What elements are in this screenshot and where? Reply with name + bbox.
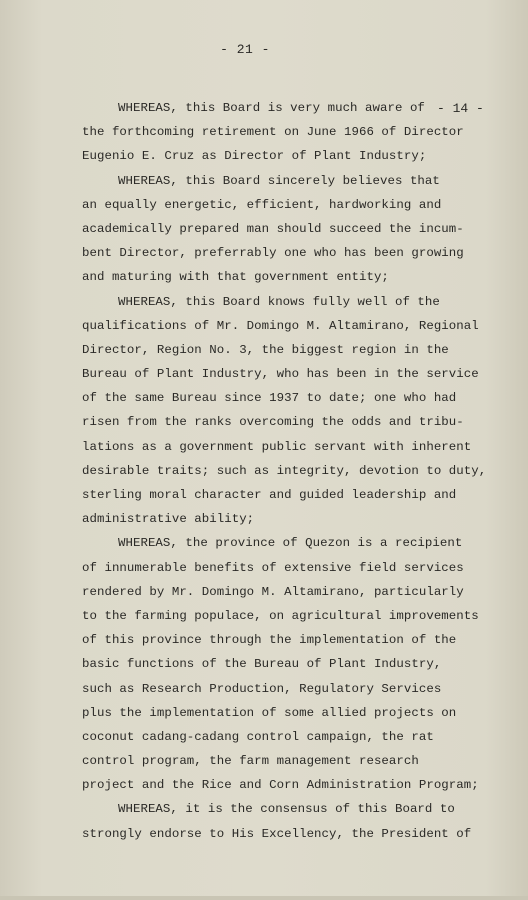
text-line: rendered by Mr. Domingo M. Altamirano, particularly [82,584,464,599]
resolution-body [82,96,487,846]
text-line: WHEREAS, this Board is very much aware of [118,101,425,115]
page-number: - 21 - [220,42,270,57]
text-line: qualifications of Mr. Domingo M. Altamirano, Regional [82,318,479,333]
text-line: plus the implementation of some allied projects on [82,705,457,720]
text-line: bent Director, preferrably one who has been growing [82,246,464,261]
text-line: sterling moral character and guided leadership and [82,488,457,502]
text-line: WHEREAS, the province of Quezon is a recipient [118,536,463,551]
text-line: of innumerable benefits of extensive field services [82,560,464,575]
text-line: desirable traits; such as integrity, devotion to duty, [82,463,487,478]
text-line: the forthcoming retirement on June 1966 of Director [82,125,464,140]
text-line: WHEREAS, this Board sincerely believes that [118,173,440,188]
margin-annotation: - 14 - [437,101,484,116]
scan-footer-strip [0,896,528,900]
text-line: basic functions of the Bureau of Plant Industry, [82,657,442,672]
text-line: strongly endorse to His Excellency, the President of [82,826,472,841]
text-line: Eugenio E. Cruz as Director of Plant Industry; [82,149,427,164]
text-line: WHEREAS, this Board knows fully well of the [118,294,440,309]
text-line: project and the Rice and Corn Administration Program; [82,778,479,793]
text-line: of the same Bureau since 1937 to date; one who had [82,391,457,406]
text-line: and maturing with that government entity; [82,270,389,285]
text-line: to the farming populace, on agricultural improvements [82,608,479,623]
text-line: risen from the ranks overcoming the odds and tribu- [82,415,464,430]
text-line: control program, the farm management research [82,754,419,769]
text-line: coconut cadang-cadang control campaign, the rat [82,729,434,744]
text-line: academically prepared man should succeed the incum- [82,221,464,236]
text-line: administrative ability; [82,512,255,527]
text-line: of this province through the implementation of the [82,633,457,648]
text-line: such as Research Production, Regulatory Services [82,681,442,696]
text-line: Bureau of Plant Industry, who has been in the service [82,367,479,382]
text-line: Director, Region No. 3, the biggest region in the [82,342,449,357]
text-line: WHEREAS, it is the consensus of this Board to [118,802,455,817]
text-line: an equally energetic, efficient, hardworking and [82,197,442,212]
text-line: lations as a government public servant with inherent [82,439,472,454]
